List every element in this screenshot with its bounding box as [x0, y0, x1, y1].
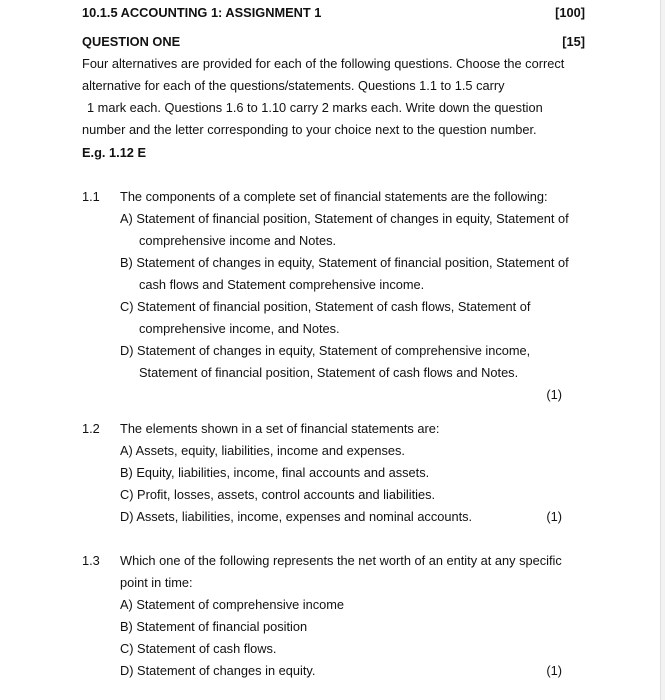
option-d-line: D) Assets, liabilities, income, expenses and nominal accounts. [120, 509, 473, 524]
option-b-line: B) Equity, liabilities, income, final accounts and assets. [120, 465, 430, 480]
instruction-line: alternative for each of the questions/statements. Questions 1.1 to 1.5 carry [82, 78, 505, 93]
question-marks: (1) [546, 663, 562, 678]
option-a-line: comprehensive income and Notes. [139, 233, 337, 248]
question-number: 1.3 [82, 553, 100, 568]
assignment-title: 10.1.5 ACCOUNTING 1: ASSIGNMENT 1 [82, 5, 322, 20]
option-d-line: D) Statement of changes in equity, Statement of comprehensive income, [120, 343, 531, 358]
question-stem: Which one of the following represents the net worth of an entity at any specific [120, 553, 562, 568]
option-c-line: C) Statement of cash flows. [120, 641, 277, 656]
question-stem: The elements shown in a set of financial statements are: [120, 421, 440, 436]
assignment-total-marks: [100] [555, 5, 585, 20]
question-marks: (1) [546, 387, 562, 402]
question-marks: (1) [546, 509, 562, 524]
section-title: QUESTION ONE [82, 34, 181, 49]
question-stem: The components of a complete set of financial statements are the following: [120, 189, 548, 204]
question-number: 1.1 [82, 189, 100, 204]
option-b-line: B) Statement of financial position [120, 619, 308, 634]
section-marks: [15] [562, 34, 585, 49]
example-answer: E.g. 1.12 E [82, 145, 147, 160]
option-a-line: A) Statement of financial position, Statement of changes in equity, Statement of [120, 211, 569, 226]
instruction-line: number and the letter corresponding to your choice next to the question number. [82, 122, 537, 137]
option-b-line: cash flows and Statement comprehensive income. [139, 277, 425, 292]
option-d-line: D) Statement of changes in equity. [120, 663, 316, 678]
option-b-line: B) Statement of changes in equity, Statement of financial position, Statement of [120, 255, 569, 270]
question-stem: point in time: [120, 575, 193, 590]
option-c-line: C) Statement of financial position, Statement of cash flows, Statement of [120, 299, 531, 314]
question-number: 1.2 [82, 421, 100, 436]
option-d-line: Statement of financial position, Statement of cash flows and Notes. [139, 365, 519, 380]
option-a-line: A) Assets, equity, liabilities, income and expenses. [120, 443, 405, 458]
instruction-line: Four alternatives are provided for each of the following questions. Choose the correct [82, 56, 565, 71]
instruction-line: 1 mark each. Questions 1.6 to 1.10 carry 2 marks each. Write down the question [87, 100, 543, 115]
option-a-line: A) Statement of comprehensive income [120, 597, 345, 612]
option-c-line: comprehensive income, and Notes. [139, 321, 340, 336]
option-c-line: C) Profit, losses, assets, control accounts and liabilities. [120, 487, 436, 502]
